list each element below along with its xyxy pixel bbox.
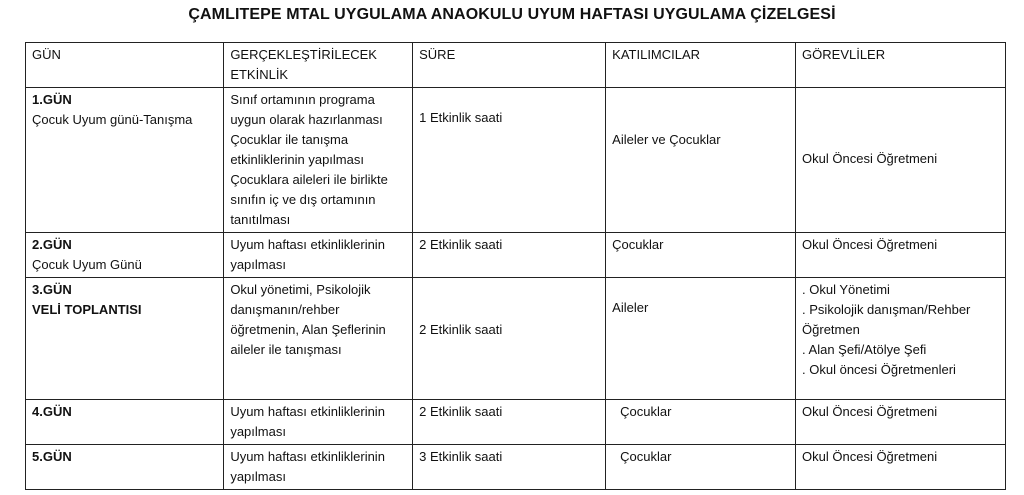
- day-label: 1.GÜN: [32, 92, 72, 107]
- participants-cell: Çocuklar: [606, 400, 796, 445]
- day-name: Çocuk Uyum Günü: [32, 257, 142, 272]
- table-header-row: [26, 43, 1006, 88]
- staff-cell: Okul Öncesi Öğretmeni: [796, 400, 1006, 445]
- table-row: [26, 88, 1006, 233]
- activity-cell: Sınıf ortamının programa uygun olarak hazırlanması Çocuklar ile tanışma etkinliklerinin yapılması Çocuklara aileleri ile birlikte sınıfın iç ve dış ortamının tanıtılması: [224, 88, 413, 233]
- staff-cell: Okul Öncesi Öğretmeni: [796, 445, 1006, 490]
- participants-cell: Aileler ve Çocuklar: [606, 88, 796, 233]
- table-row: [26, 233, 1006, 278]
- activity-cell: Uyum haftası etkinliklerinin yapılması: [224, 400, 413, 445]
- activity-cell: Uyum haftası etkinliklerinin yapılması: [224, 445, 413, 490]
- staff-cell: Okul Öncesi Öğretmeni: [796, 233, 1006, 278]
- day-label: 2.GÜN: [32, 237, 72, 252]
- header-sure: SÜRE: [413, 43, 606, 88]
- duration-cell: 3 Etkinlik saati: [413, 445, 606, 490]
- day-label: 3.GÜN: [32, 282, 72, 297]
- participants-cell: Aileler: [606, 278, 796, 400]
- header-gun: GÜN: [26, 43, 224, 88]
- table-row: [26, 278, 1006, 400]
- duration-cell: 2 Etkinlik saati: [413, 278, 606, 400]
- activity-cell: Okul yönetimi, Psikolojik danışmanın/rehber öğretmenin, Alan Şeflerinin aileler ile tanışması: [224, 278, 413, 400]
- staff-cell: [796, 278, 1006, 400]
- day-cell: [26, 400, 224, 445]
- staff-item: . Okul Yönetimi: [802, 282, 890, 297]
- participants-cell: Çocuklar: [606, 445, 796, 490]
- day-cell: [26, 88, 224, 233]
- day-name: VELİ TOPLANTISI: [32, 302, 142, 317]
- activity-cell: Uyum haftası etkinliklerinin yapılması: [224, 233, 413, 278]
- day-label: 5.GÜN: [32, 449, 72, 464]
- day-cell: [26, 278, 224, 400]
- table-row: [26, 400, 1006, 445]
- table-row: [26, 445, 1006, 490]
- header-etkinlik: GERÇEKLEŞTİRİLECEK ETKİNLİK: [224, 43, 413, 88]
- duration-cell: 1 Etkinlik saati: [413, 88, 606, 233]
- staff-cell: Okul Öncesi Öğretmeni: [796, 88, 1006, 233]
- day-cell: [26, 445, 224, 490]
- duration-cell: 2 Etkinlik saati: [413, 233, 606, 278]
- duration-cell: 2 Etkinlik saati: [413, 400, 606, 445]
- schedule-table: [25, 42, 1006, 490]
- staff-item: . Alan Şefi/Atölye Şefi: [802, 342, 927, 357]
- day-name: Çocuk Uyum günü-Tanışma: [32, 112, 193, 127]
- day-label: 4.GÜN: [32, 404, 72, 419]
- page-title: ÇAMLITEPE MTAL UYGULAMA ANAOKULU UYUM HAFTASI UYGULAMA ÇİZELGESİ: [188, 6, 836, 23]
- header-katilimcilar: KATILIMCILAR: [606, 43, 796, 88]
- day-cell: [26, 233, 224, 278]
- header-gorevliler: GÖREVLİLER: [796, 43, 1006, 88]
- participants-cell: Çocuklar: [606, 233, 796, 278]
- staff-item: . Okul öncesi Öğretmenleri: [802, 362, 956, 377]
- staff-item: . Psikolojik danışman/Rehber Öğretmen: [802, 302, 971, 337]
